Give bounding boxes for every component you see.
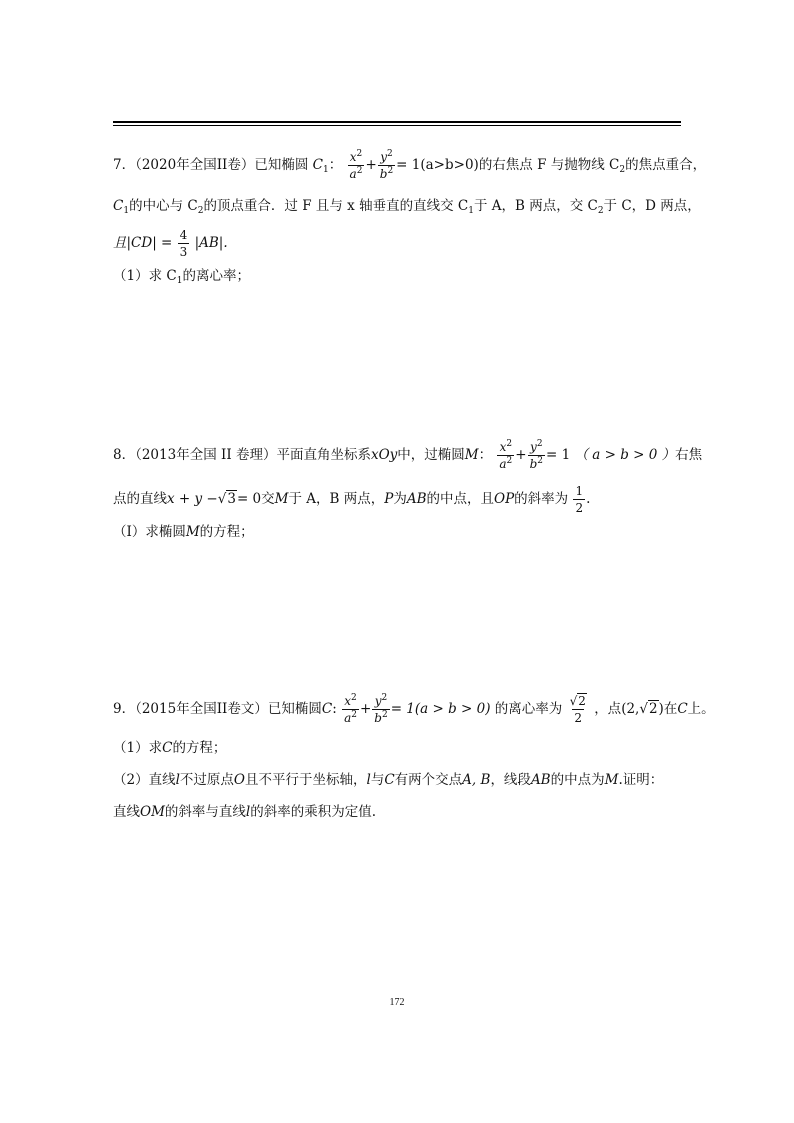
page-number: 172 (389, 997, 405, 1008)
header-rule-thick (113, 121, 681, 123)
problem-7-line-2: $C_1$的中心与 $C_2$的顶点重合．过 F 且与 x 轴垂直的直线交 $C_1$于 A，B 两点，交 $C_2$于 C，D 两点， (113, 198, 701, 216)
problem-9-question-1: （1）求C的方程； (113, 740, 227, 756)
fraction-sqrt2-2: $\frac{√2}{2}$ (569, 694, 586, 725)
sqrt-3: √3 (217, 491, 236, 507)
problem-7-line-3: 且|CD| = $\frac{4}{3}$ |AB|. (113, 228, 228, 259)
problem-9-line-1: 9．（2015年全国II卷文）已知椭圆C: $\frac{x^2}{a^2}$ + $\frac{y^2}{b^2}$ = 1(a > b > 0) 的离心率为 $\frac{√2}{2}$ ，点(2,√2)在C上。 (113, 693, 715, 725)
problem-7-question-1: （1）求 $C_1$的离心率； (113, 268, 250, 286)
fraction-y2-b2: $\frac{y^2}{b^2}$ (529, 439, 544, 471)
fraction-x2-a2: $\frac{x^2}{a^2}$ (499, 439, 513, 471)
problem-8-line-1: 8．（2013年全国 II 卷理）平面直角坐标系xOy中，过椭圆M： $\frac{x^2}{a^2}$ + $\frac{y^2}{b^2}$ = 1 （ a > b > 0 ）右焦 (113, 439, 703, 471)
header-rule-thin (113, 125, 681, 126)
problem-8-line-2: 点的直线x + y −√3= 0交M于 A，B 两点，P为AB的中点，且OP的斜率为 $\frac{1}{2}$ . (113, 484, 591, 515)
fraction-y2-b2: $\frac{y^2}{b^2}$ (379, 149, 394, 181)
problem-7-line-1: 7．（2020年全国II卷）已知椭圆 $C_1$： $\frac{x^2}{a^2}$ + $\frac{y^2}{b^2}$ = 1(a>b>0)的右焦点 F 与抛物线 $C_2$的焦点重合， (113, 149, 707, 181)
problem-9-question-2-line-2: 直线OM的斜率与直线l的斜率的乘积为定值. (113, 804, 377, 820)
problem-8-question-1: （I）求椭圆M的方程； (113, 524, 254, 540)
fraction-4-3: $\frac{4}{3}$ (179, 228, 188, 259)
problem-9-question-2-line-1: （2）直线l不过原点O且不平行于坐标轴，l与C有两个交点A, B，线段AB的中点为M.证明： (113, 772, 664, 788)
fraction-x2-a2: $\frac{x^2}{a^2}$ (349, 149, 363, 181)
fraction-x2-a2: $\frac{x^2}{a^2}$ (344, 693, 357, 725)
fraction-1-2: $\frac{1}{2}$ (575, 484, 584, 515)
sqrt-2: √2 (639, 701, 658, 717)
fraction-y2-b2: $\frac{y^2}{b^2}$ (374, 693, 388, 725)
